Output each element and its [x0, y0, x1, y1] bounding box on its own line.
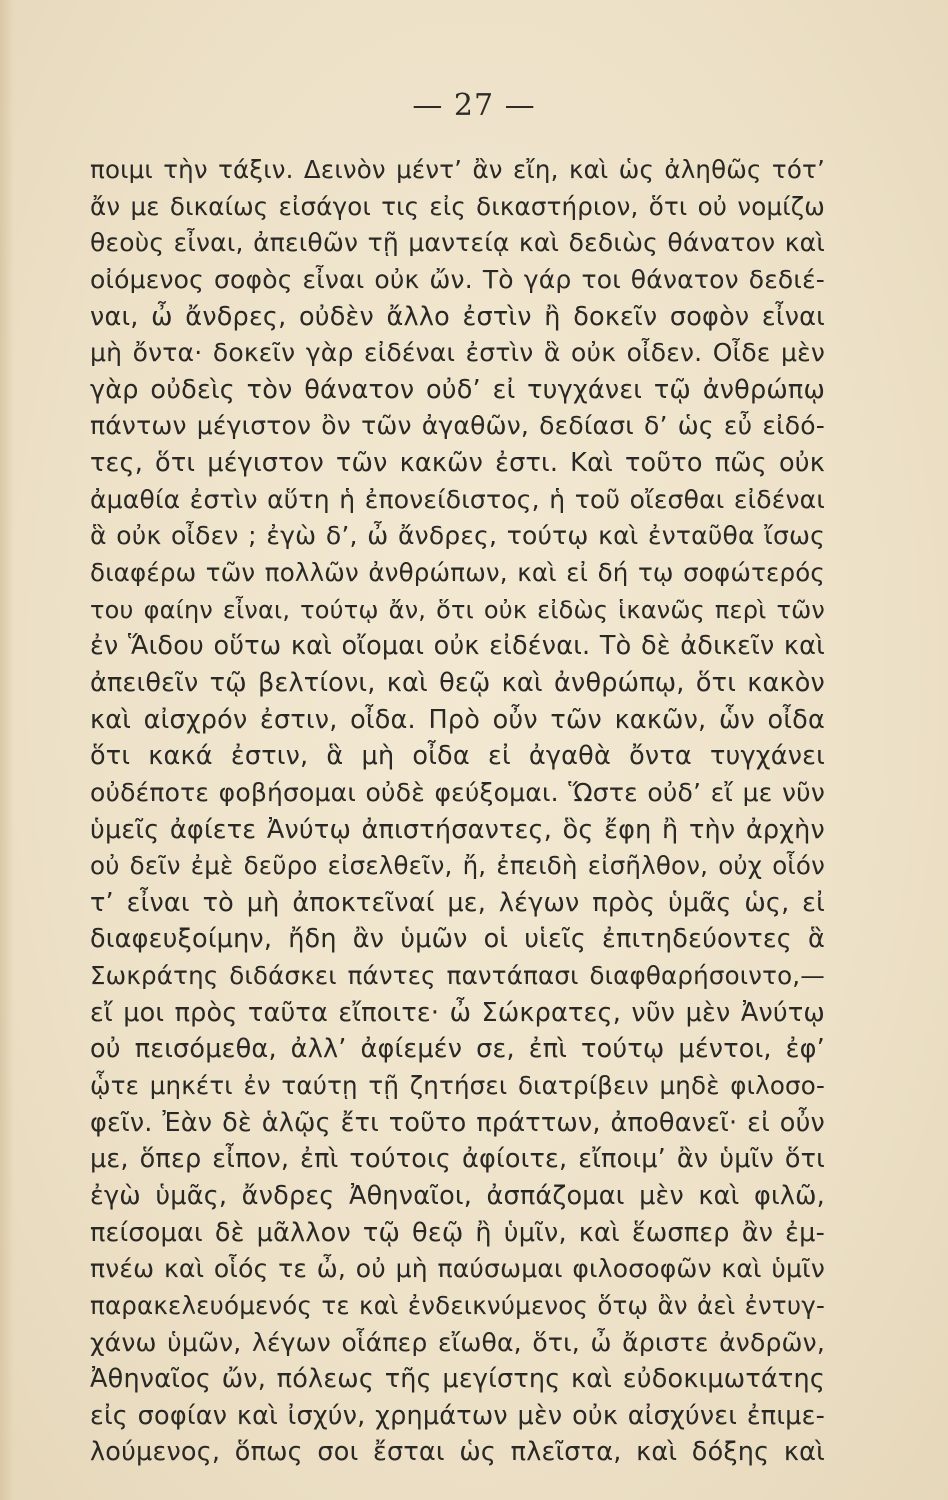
- text-line: ἐγὼ ὑμᾶς, ἄνδρες Ἀθηναῖοι, ἀσπάζομαι μὲν καὶ φιλῶ,: [90, 1180, 825, 1211]
- text-line: ἀπειθεῖν τῷ βελτίονι, καὶ θεῷ καὶ ἀνθρώπῳ, ὅτι κακὸν: [90, 667, 825, 698]
- page-binding-edge: [0, 0, 14, 1500]
- text-line: φεῖν. Ἐὰν δὲ ἁλῷς ἔτι τοῦτο πράττων, ἀποθανεῖ· εἰ οὖν: [90, 1107, 825, 1138]
- text-line: ὑμεῖς ἀφίετε Ἀνύτῳ ἀπιστήσαντες, ὃς ἔφη ἢ τὴν ἀρχὴν: [90, 814, 825, 845]
- text-line: οὐ πεισόμεθα, ἀλλ’ ἀφίεμέν σε, ἐπὶ τούτῳ μέντοι, ἐφ’: [90, 1034, 825, 1065]
- text-line: Σωκράτης διδάσκει πάντες παντάπασι διαφθαρήσοιντο,—: [90, 961, 825, 991]
- text-line: διαφευξοίμην, ἤδη ἂν ὑμῶν οἱ υἱεῖς ἐπιτηδεύοντες ἃ: [90, 924, 825, 955]
- text-line: ποιμι τὴν τάξιν. Δεινὸν μέντ’ ἂν εἴη, καὶ ὡς ἀληθῶς τότ’: [90, 155, 825, 184]
- text-line: με, ὅπερ εἶπον, ἐπὶ τούτοις ἀφίοιτε, εἴποιμ’ ἂν ὑμῖν ὅτι: [90, 1144, 825, 1175]
- text-line: θεοὺς εἶναι, ἀπειθῶν τῇ μαντείᾳ καὶ δεδιὼς θάνατον καὶ: [90, 228, 825, 258]
- text-line: οὐδέποτε φοβήσομαι οὐδὲ φεύξομαι. Ὥστε οὐδ’ εἴ με νῦν: [90, 777, 825, 807]
- text-line: ἐν Ἅιδου οὕτω καὶ οἴομαι οὐκ εἰδέναι. Τὸ δὲ ἀδικεῖν καὶ: [90, 631, 825, 662]
- text-line: εἴ μοι πρὸς ταῦτα εἴποιτε· ὦ Σώκρατες, νῦν μὲν Ἀνύτῳ: [90, 997, 825, 1028]
- text-line: διαφέρω τῶν πολλῶν ἀνθρώπων, καὶ εἰ δή τῳ σοφώτερός: [90, 558, 825, 588]
- text-line: εἰς σοφίαν καὶ ἰσχύν, χρημάτων μὲν οὐκ αἰσχύνει ἐπιμε-: [90, 1400, 825, 1431]
- page-number: — 27 —: [412, 88, 536, 123]
- text-line: του φαίην εἶναι, τούτῳ ἄν, ὅτι οὐκ εἰδὼς ἱκανῶς περὶ τῶν: [90, 595, 825, 624]
- text-line: οἰόμενος σοφὸς εἶναι οὐκ ὤν. Τὸ γάρ τοι θάνατον δεδιέ-: [90, 264, 825, 294]
- text-line: τες, ὅτι μέγιστον τῶν κακῶν ἐστι. Καὶ τοῦτο πῶς οὐκ: [90, 448, 825, 479]
- text-line: ᾧτε μηκέτι ἐν ταύτῃ τῇ ζητήσει διατρίβειν μηδὲ φιλοσο-: [90, 1071, 825, 1101]
- text-line: γὰρ οὐδεὶς τὸν θάνατον οὐδ’ εἰ τυγχάνει τῷ ἀνθρώπῳ: [90, 374, 825, 405]
- text-line: πάντων μέγιστον ὂν τῶν ἀγαθῶν, δεδίασι δ’ ὡς εὖ εἰδό-: [90, 411, 825, 441]
- text-line: οὐ δεῖν ἐμὲ δεῦρο εἰσελθεῖν, ἤ, ἐπειδὴ εἰσῆλθον, οὐχ οἷόν: [90, 851, 825, 881]
- text-line: ἃ οὐκ οἶδεν ; ἐγὼ δ’, ὦ ἄνδρες, τούτῳ καὶ ἐνταῦθα ἴσως: [90, 521, 825, 551]
- text-line: ἀμαθία ἐστὶν αὕτη ἡ ἐπονείδιστος, ἡ τοῦ οἴεσθαι εἰδέναι: [90, 484, 825, 514]
- text-line: λούμενος, ὅπως σοι ἔσται ὡς πλεῖστα, καὶ δόξης καὶ: [90, 1437, 825, 1468]
- text-line: χάνω ὑμῶν, λέγων οἷάπερ εἴωθα, ὅτι, ὦ ἄριστε ἀνδρῶν,: [90, 1327, 825, 1357]
- text-line: ναι, ὦ ἄνδρες, οὐδὲν ἄλλο ἐστὶν ἢ δοκεῖν σοφὸν εἶναι: [90, 301, 825, 332]
- body-text: [90, 152, 825, 1471]
- text-line: ἄν με δικαίως εἰσάγοι τις εἰς δικαστήριον, ὅτι οὐ νομίζω: [90, 191, 825, 221]
- text-line: τ’ εἶναι τὸ μὴ ἀποκτεῖναί με, λέγων πρὸς ὑμᾶς ὡς, εἰ: [90, 887, 825, 918]
- text-line: πείσομαι δὲ μᾶλλον τῷ θεῷ ἢ ὑμῖν, καὶ ἕωσπερ ἂν ἐμ-: [90, 1217, 825, 1248]
- text-line: μὴ ὄντα· δοκεῖν γὰρ εἰδέναι ἐστὶν ἃ οὐκ οἶδεν. Οἶδε μὲν: [90, 338, 825, 368]
- text-line: καὶ αἰσχρόν ἐστιν, οἶδα. Πρὸ οὖν τῶν κακῶν, ὧν οἶδα: [90, 704, 825, 735]
- text-line: παρακελευόμενός τε καὶ ἐνδεικνύμενος ὅτῳ ἂν ἀεὶ ἐντυγ-: [90, 1290, 825, 1320]
- text-line: Ἀθηναῖος ὤν, πόλεως τῆς μεγίστης καὶ εὐδοκιμωτάτης: [90, 1364, 825, 1395]
- text-line: πνέω καὶ οἷός τε ὦ, οὐ μὴ παύσωμαι φιλοσοφῶν καὶ ὑμῖν: [90, 1254, 825, 1284]
- text-line: ὅτι κακά ἐστιν, ἃ μὴ οἶδα εἰ ἀγαθὰ ὄντα τυγχάνει: [90, 741, 825, 772]
